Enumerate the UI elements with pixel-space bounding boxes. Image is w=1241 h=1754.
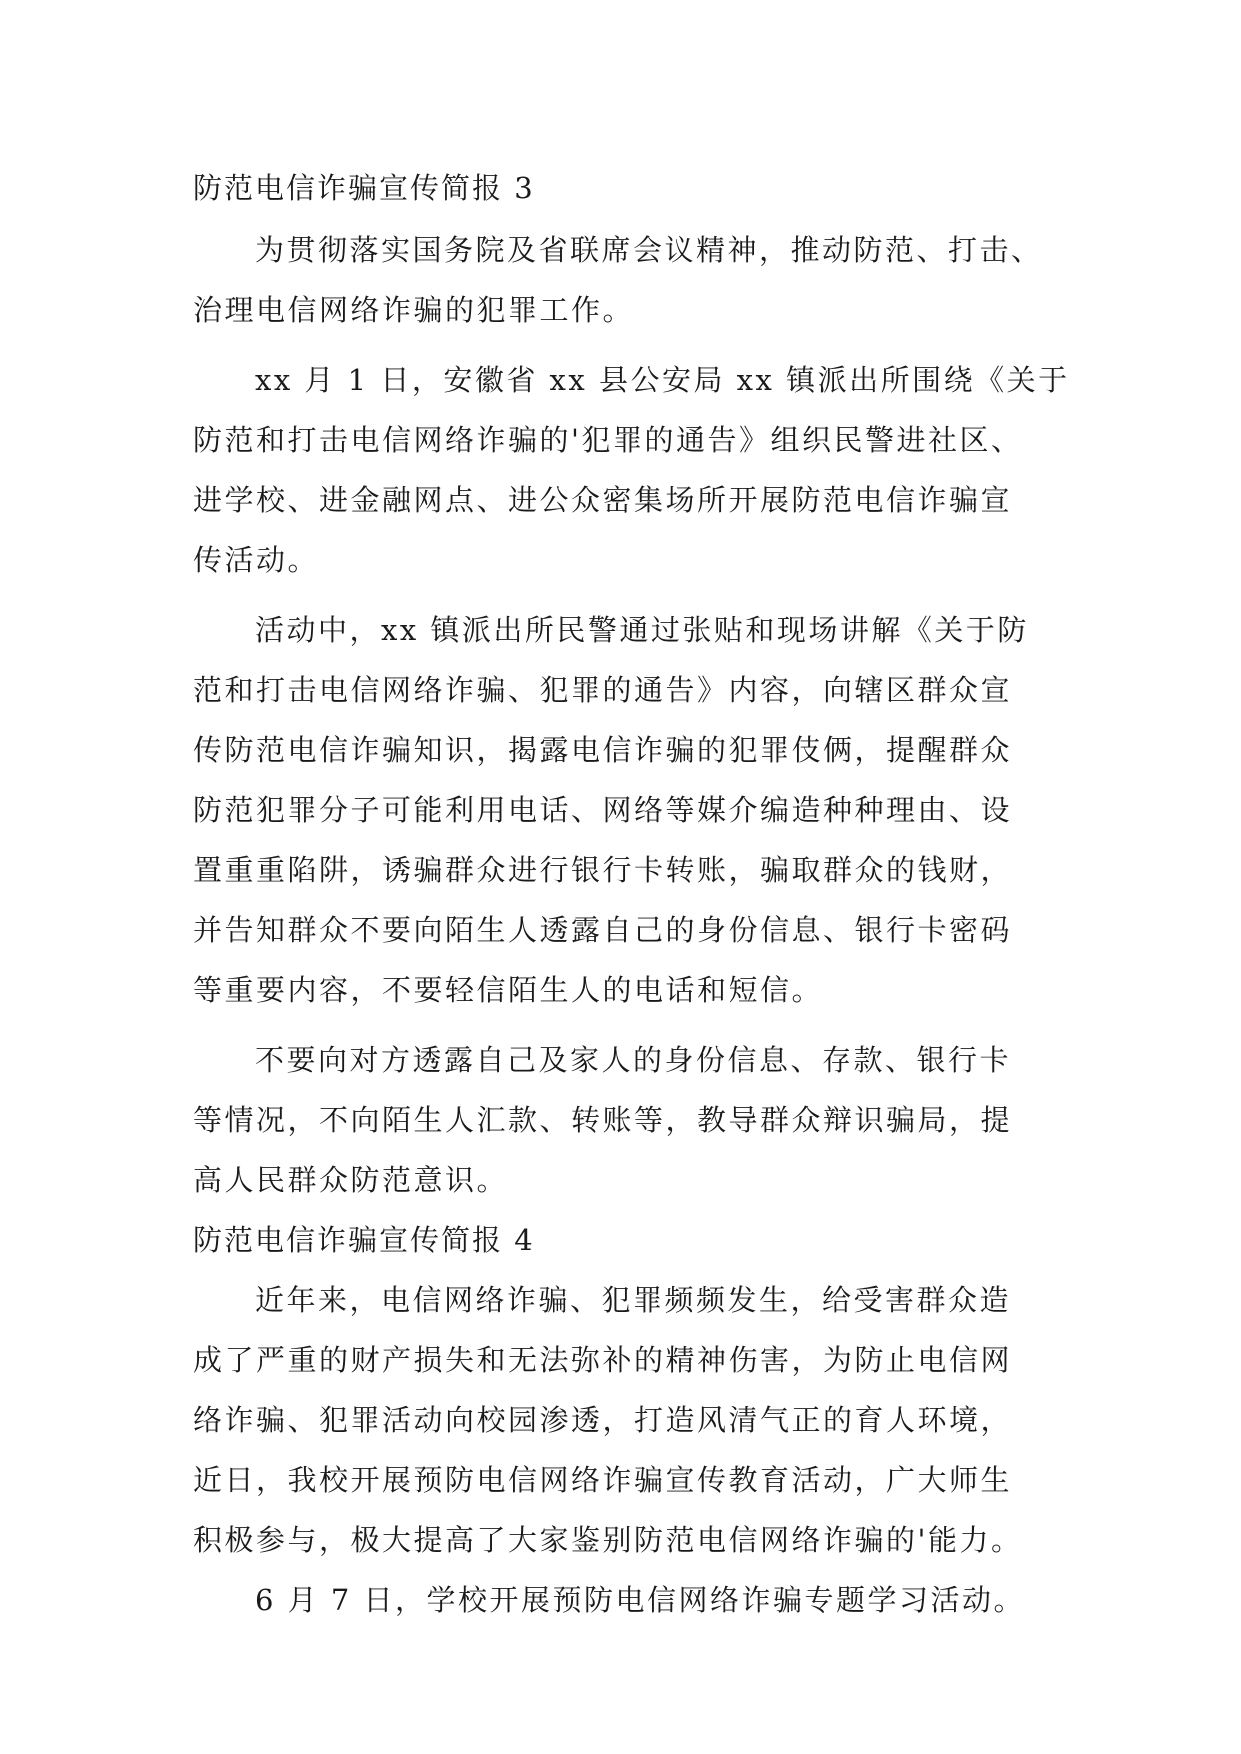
paragraph	[193, 350, 1070, 590]
text-line: 不要向对方透露自己及家人的身份信息、存款、银行卡	[255, 1043, 1012, 1077]
text-line: 传防范电信诈骗知识，揭露电信诈骗的犯罪伎俩，提醒群众	[193, 733, 1013, 767]
text-line: 近日，我校开展预防电信网络诈骗宣传教育活动，广大师生	[193, 1463, 1013, 1497]
paragraph	[193, 1030, 1053, 1210]
text-line: 6 月 7 日，学校开展预防电信网络诈骗专题学习活动。	[255, 1583, 1026, 1617]
paragraph	[193, 1270, 1053, 1570]
text-line: 防范和打击电信网络诈骗的'犯罪的通告》组织民警进社区、	[193, 423, 1023, 457]
text-line: 高人民群众防范意识。	[193, 1163, 509, 1197]
text-line: 传活动。	[193, 543, 320, 577]
text-line: 活动中，xx 镇派出所民警通过张贴和现场讲解《关于防	[255, 613, 1029, 647]
text-line: 防范犯罪分子可能利用电话、网络等媒介编造种种理由、设	[193, 793, 1013, 827]
section-heading: 防范电信诈骗宣传简报 3	[193, 171, 535, 205]
paragraph	[193, 1570, 1053, 1630]
text-line: 治理电信网络诈骗的犯罪工作。	[193, 293, 635, 327]
text-line: 近年来，电信网络诈骗、犯罪频频发生，给受害群众造	[255, 1283, 1012, 1317]
text-line: 积极参与，极大提高了大家鉴别防范电信网络诈骗的'能力。	[193, 1523, 1023, 1557]
text-line: 并告知群众不要向陌生人透露自己的身份信息、银行卡密码	[193, 913, 1013, 947]
document-body	[193, 158, 1070, 1630]
text-line: 置重重陷阱，诱骗群众进行银行卡转账，骗取群众的钱财，	[193, 853, 1013, 887]
text-line: 等情况，不向陌生人汇款、转账等，教导群众辩识骗局，提	[193, 1103, 1013, 1137]
section-heading: 防范电信诈骗宣传简报 4	[193, 1223, 535, 1257]
text-line: xx 月 1 日，安徽省 xx 县公安局 xx 镇派出所围绕《关于	[255, 363, 1070, 397]
text-line: 为贯彻落实国务院及省联席会议精神，推动防范、打击、	[255, 233, 1043, 267]
text-line: 进学校、进金融网点、进公众密集场所开展防范电信诈骗宣	[193, 483, 1013, 517]
text-line: 络诈骗、犯罪活动向校园渗透，打造风清气正的育人环境，	[193, 1403, 1013, 1437]
text-line: 范和打击电信网络诈骗、犯罪的通告》内容，向辖区群众宣	[193, 673, 1013, 707]
text-line: 等重要内容，不要轻信陌生人的电话和短信。	[193, 973, 824, 1007]
paragraph	[193, 600, 1053, 1020]
paragraph	[193, 220, 1053, 340]
text-line: 成了严重的财产损失和无法弥补的精神伤害，为防止电信网	[193, 1343, 1013, 1377]
